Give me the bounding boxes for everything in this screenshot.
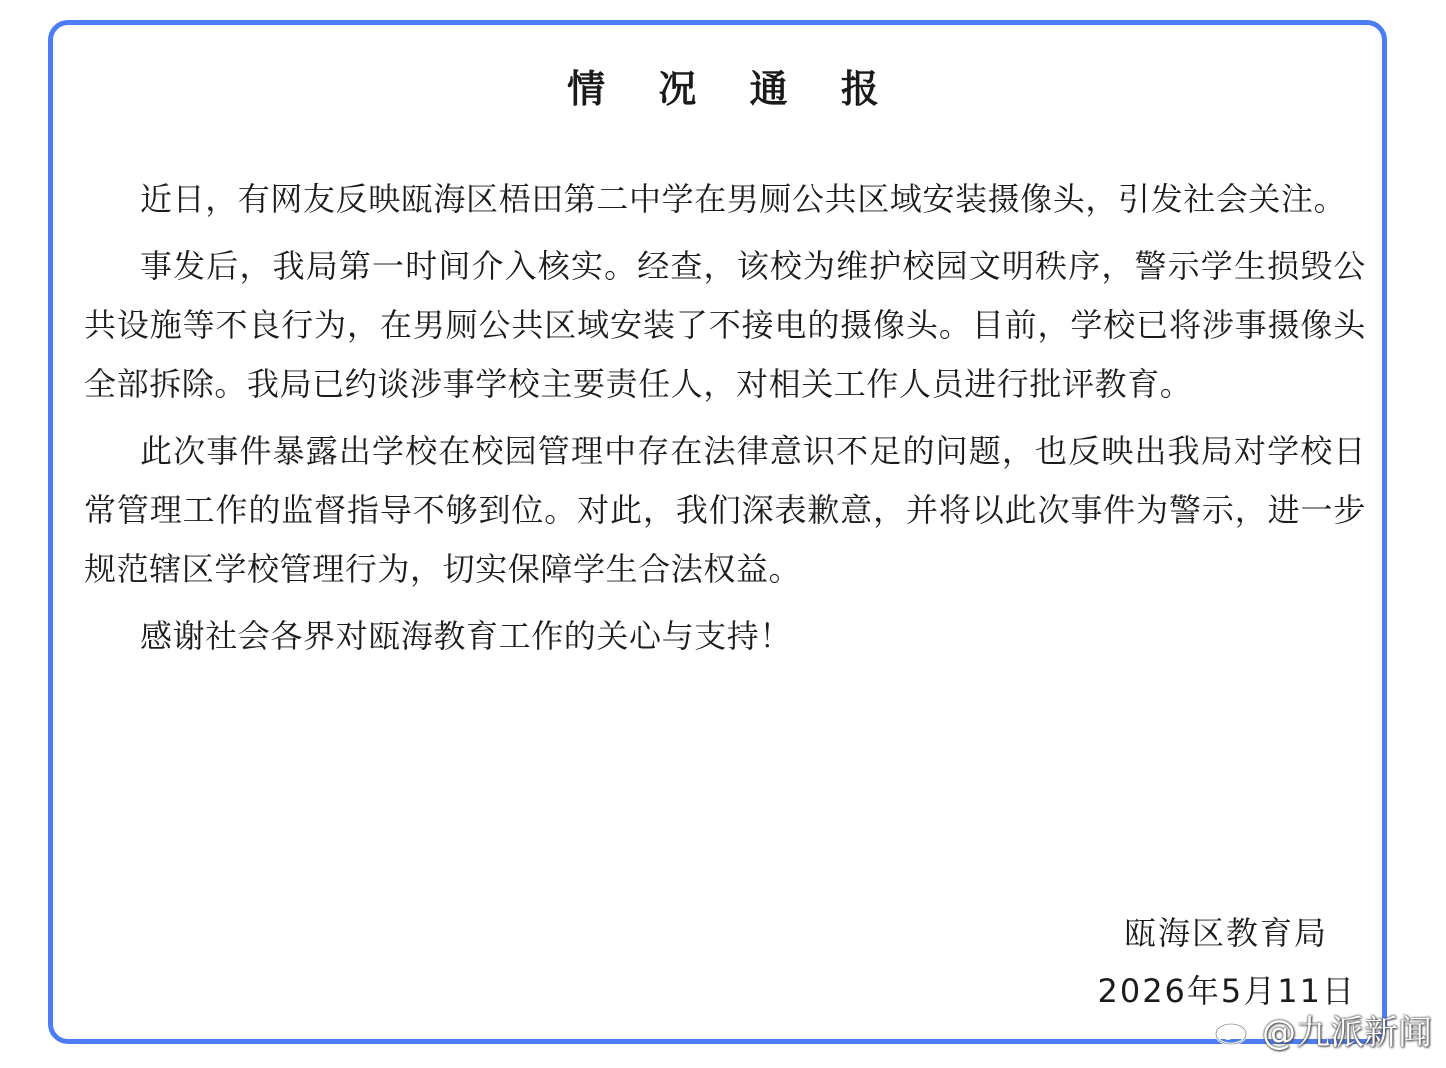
paragraph-1: 近日，有网友反映瓯海区梧田第二中学在男厕公共区域安装摄像头，引发社会关注。 <box>140 180 1347 218</box>
notice-title: 情 况 通 报 <box>567 67 899 111</box>
paragraph-4: 感谢社会各界对瓯海教育工作的关心与支持！ <box>140 617 793 655</box>
signature-date: 2026年5月11日 <box>1097 972 1356 1010</box>
watermark <box>1214 1005 1432 1054</box>
paragraph-3: 此次事件暴露出学校在校园管理中存在法律意识不足的问题，也反映出我局对学校日常管理工作的监督指导不够到位。对此，我们深表歉意，并将以此次事件为警示，进一步规范辖区学校管理行为，切实保障学生合法权益。 <box>84 432 1366 588</box>
watermark-text: @九派新闻 <box>1262 1013 1432 1053</box>
notice-body <box>84 170 1366 674</box>
weibo-icon <box>1214 1013 1254 1047</box>
signature-organization: 瓯海区教育局 <box>1123 914 1328 952</box>
paragraph-2: 事发后，我局第一时间介入核实。经查，该校为维护校园文明秩序，警示学生损毁公共设施等不良行为，在男厕公共区域安装了不接电的摄像头。目前，学校已将涉事摄像头全部拆除。我局已约谈涉事学校主要责任人，对相关工作人员进行批评教育。 <box>84 247 1366 403</box>
